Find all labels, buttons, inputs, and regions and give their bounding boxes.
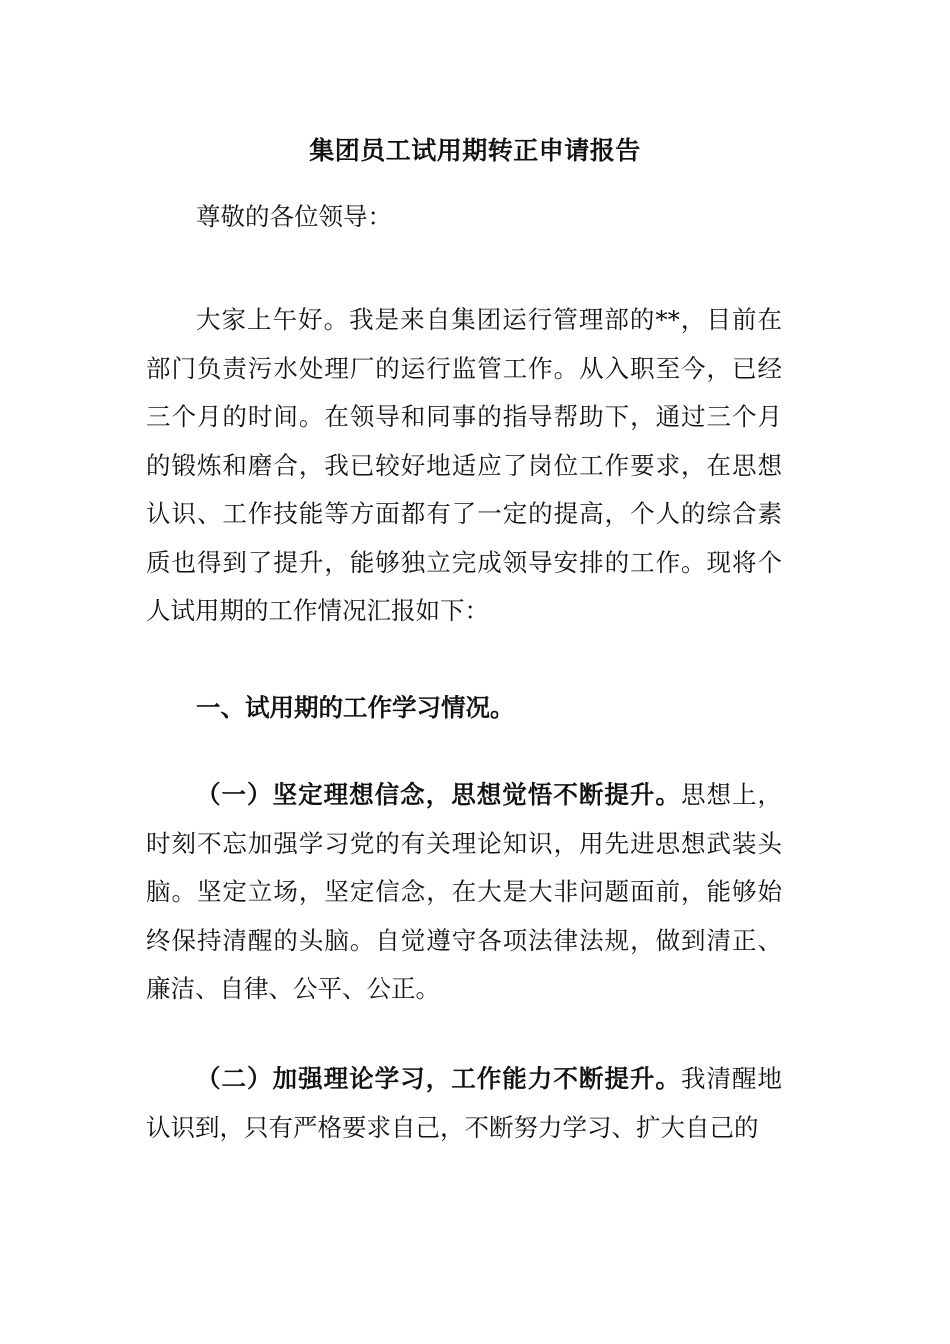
salutation: 尊敬的各位领导： [196, 202, 392, 231]
subsection-1-paragraph [146, 771, 782, 1014]
document-title: 集团员工试用期转正申请报告 [309, 136, 641, 165]
subsection-2-heading: （二）加强理论学习，工作能力不断提升。 [196, 1064, 681, 1093]
subsection-2-body: 我清醒地认识到，只有严格要求自己，不断努力学习、扩大自己的 [146, 1064, 783, 1142]
subsection-1-heading: （一）坚定理想信念，思想觉悟不断提升。 [196, 780, 681, 809]
subsection-1-body: 思想上，时刻不忘加强学习党的有关理论知识，用先进思想武装头脑。坚定立场，坚定信念，在大是大非问题面前，能够始终保持清醒的头脑。自觉遵守各项法律法规，做到清正、廉洁、自律、公平、公正。 [146, 780, 783, 1003]
subsection-2-paragraph [146, 1055, 782, 1152]
section-heading-1: 一、试用期的工作学习情况。 [196, 693, 515, 722]
intro-paragraph: 大家上午好。我是来自集团运行管理部的**，目前在部门负责污水处理厂的运行监管工作。从入职至今，已经三个月的时间。在领导和同事的指导帮助下，通过三个月的锻炼和磨合，我已较好地适应了岗位工作要求，在思想认识、工作技能等方面都有了一定的提高，个人的综合素质也得到了提升，能够独立完成领导安排的工作。现将个人试用期的工作情况汇报如下： [146, 305, 782, 625]
